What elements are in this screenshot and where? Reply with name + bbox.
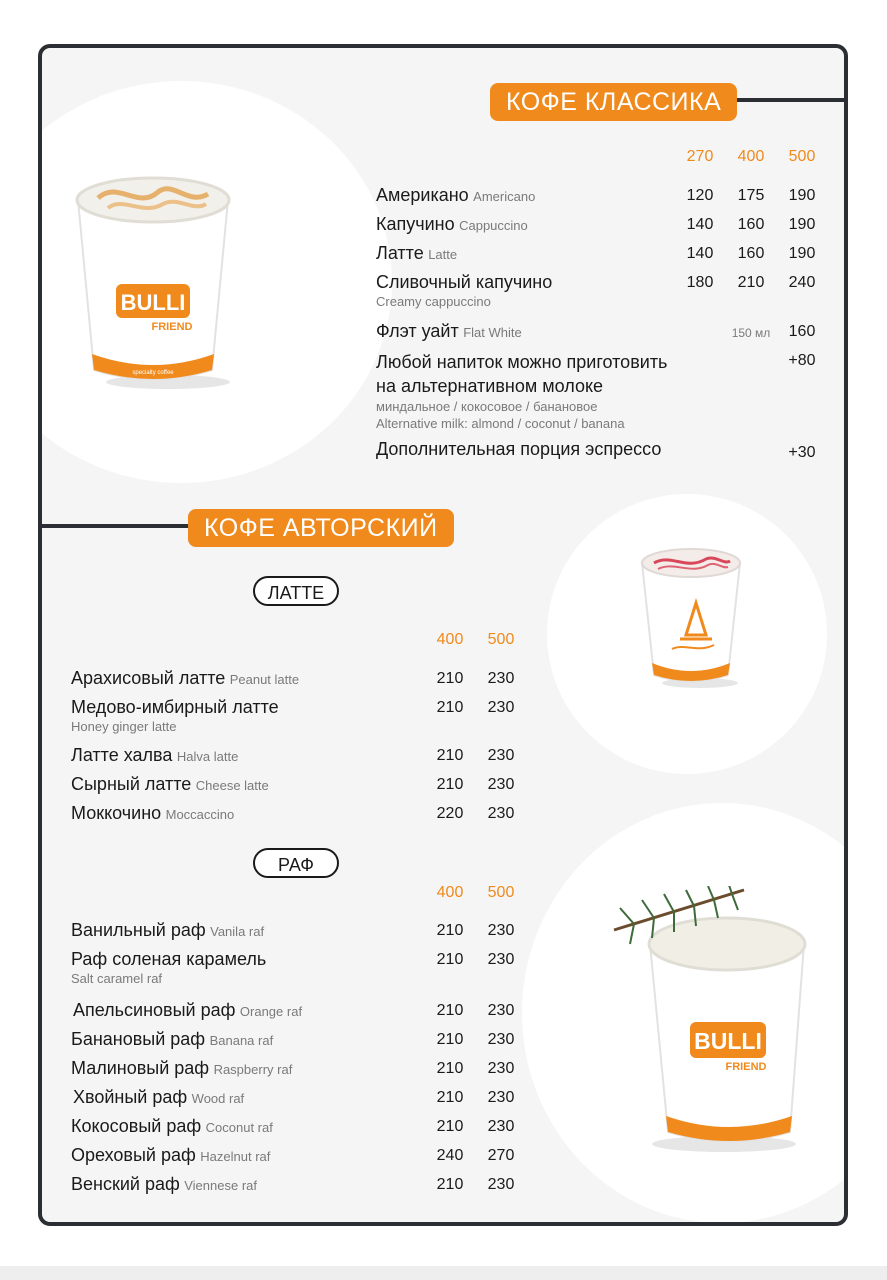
price: 230 (487, 805, 515, 822)
price: 190 (788, 216, 816, 233)
price: 190 (788, 245, 816, 262)
menu-item-hazelnut-raf: Ореховый раф Hazelnut raf (71, 1145, 271, 1165)
price: 160 (788, 323, 816, 340)
alt-milk-price: +80 (788, 352, 816, 369)
cup-image-latte (636, 543, 746, 689)
menu-item-viennese-raf: Венский раф Viennese raf (71, 1174, 257, 1194)
cup-image-classic (68, 170, 238, 390)
price: 210 (436, 1002, 464, 1019)
menu-item-latte: Латте Latte (376, 243, 458, 263)
menu-item-peanut-latte: Арахисовый латте Peanut latte (71, 668, 300, 688)
price: 140 (686, 216, 714, 233)
extra-espresso-note: Дополнительная порция эспрессо (376, 439, 662, 459)
price: 160 (737, 245, 765, 262)
menu-item-salt-caramel-raf: Раф соленая карамель Salt caramel raf (71, 949, 267, 986)
price: 210 (436, 922, 464, 939)
price: 175 (737, 187, 765, 204)
price: 210 (436, 1060, 464, 1077)
cup-brand-sub-2: FRIEND (725, 1061, 767, 1073)
price: 230 (487, 670, 515, 687)
price: 230 (487, 1089, 515, 1106)
price: 210 (737, 274, 765, 291)
classic-section-title: КОФЕ КЛАССИКА (490, 83, 737, 121)
price: 240 (436, 1147, 464, 1164)
page-bottom-strip (0, 1266, 887, 1280)
menu-item-vanila-raf: Ванильный раф Vanila raf (71, 920, 265, 940)
price: 230 (487, 776, 515, 793)
menu-item-americano: Американо Americano (376, 185, 536, 205)
menu-item-orange-raf: Апельсиновый раф Orange raf (73, 1000, 303, 1020)
price: 230 (487, 1031, 515, 1048)
flat-white-size-note: 150 мл (731, 326, 771, 340)
menu-item-raspberry-raf: Малиновый раф Raspberry raf (71, 1058, 293, 1078)
menu-item-wood-raf: Хвойный раф Wood raf (73, 1087, 245, 1107)
signature-section-title: КОФЕ АВТОРСКИЙ (188, 509, 454, 547)
menu-item-flat-white: Флэт уайт Flat White (376, 321, 522, 341)
price: 230 (487, 951, 515, 968)
menu-frame (38, 44, 848, 1226)
price: 230 (487, 1118, 515, 1135)
cup-brand-sub: FRIEND (151, 321, 193, 333)
price: 120 (686, 187, 714, 204)
price: 210 (436, 1118, 464, 1135)
price: 230 (487, 1060, 515, 1077)
raf-subsection-label: РАФ (253, 848, 339, 878)
menu-item-halva-latte: Латте халва Halva latte (71, 745, 239, 765)
price: 210 (436, 1176, 464, 1193)
cup-image-raf (604, 886, 814, 1156)
classic-size-400: 400 (737, 148, 765, 165)
price: 210 (436, 747, 464, 764)
cup-brand-text-2: BULLI (694, 1028, 762, 1054)
price: 160 (737, 216, 765, 233)
latte-size-500: 500 (487, 631, 515, 648)
price: 230 (487, 699, 515, 716)
price: 210 (436, 699, 464, 716)
price: 230 (487, 922, 515, 939)
price: 220 (436, 805, 464, 822)
price: 230 (487, 747, 515, 764)
signature-title-rule (42, 524, 192, 528)
price: 210 (436, 1031, 464, 1048)
price: 270 (487, 1147, 515, 1164)
price: 140 (686, 245, 714, 262)
menu-item-coconut-raf: Кокосовый раф Coconut raf (71, 1116, 273, 1136)
latte-size-400: 400 (436, 631, 464, 648)
menu-item-honey-ginger-latte: Медово-имбирный латте Honey ginger latte (71, 697, 279, 734)
price: 210 (436, 1089, 464, 1106)
raf-size-400: 400 (436, 884, 464, 901)
extra-espresso-price: +30 (788, 444, 816, 461)
menu-item-creamy-cappuccino: Сливочный капучино Creamy cappuccino (376, 272, 553, 309)
price: 230 (487, 1176, 515, 1193)
menu-item-cheese-latte: Сырный латте Cheese latte (71, 774, 269, 794)
price: 230 (487, 1002, 515, 1019)
menu-item-moccaccino: Моккочино Moccaccino (71, 803, 235, 823)
latte-subsection-label: ЛАТТЕ (253, 576, 339, 606)
menu-item-cappuccino: Капучино Cappuccino (376, 214, 528, 234)
cup-tagline: specialty coffee (132, 370, 174, 376)
cup-brand-text: BULLI (120, 290, 186, 315)
price: 210 (436, 951, 464, 968)
alt-milk-note: Любой напиток можно приготовить на альтернативном молоке миндальное / кокосовое / банановое Alternative milk: almond / coconut / banana (376, 352, 668, 431)
price: 180 (686, 274, 714, 291)
raf-size-500: 500 (487, 884, 515, 901)
price: 210 (436, 776, 464, 793)
price: 240 (788, 274, 816, 291)
menu-item-banana-raf: Банановый раф Banana raf (71, 1029, 274, 1049)
classic-size-270: 270 (686, 148, 714, 165)
price: 210 (436, 670, 464, 687)
classic-size-500: 500 (788, 148, 816, 165)
price: 190 (788, 187, 816, 204)
